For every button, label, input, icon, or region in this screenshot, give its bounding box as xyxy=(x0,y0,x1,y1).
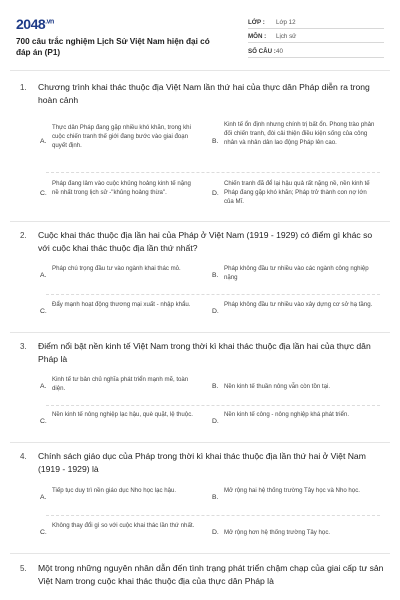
meta-value: Lịch sử xyxy=(276,33,297,40)
meta-row-subject xyxy=(248,29,384,44)
option-3d[interactable] xyxy=(212,411,380,433)
option-1a[interactable] xyxy=(40,124,200,164)
section-divider xyxy=(10,70,390,71)
option-4c[interactable] xyxy=(40,522,200,544)
option-text: Nền kinh tế thuần nông vẫn còn tồn tại. xyxy=(224,383,331,390)
option-letter: C. xyxy=(40,529,47,536)
option-4a[interactable] xyxy=(40,487,200,509)
option-letter: C. xyxy=(40,190,47,197)
question-number: 2. xyxy=(20,231,27,240)
meta-value: Lớp 12 xyxy=(276,18,296,26)
meta-row-count xyxy=(248,43,384,58)
question-number: 1. xyxy=(20,83,27,92)
option-letter: B. xyxy=(212,138,219,145)
option-letter: B. xyxy=(212,494,219,501)
option-1d[interactable] xyxy=(212,180,380,212)
option-letter: D. xyxy=(212,529,219,536)
question-text: Chương trình khai thác thuộc địa Việt Nam lần thứ hai của thực dân Pháp diễn ra trong hoàn cảnh xyxy=(38,82,370,105)
option-letter: C. xyxy=(40,418,47,425)
option-3c[interactable] xyxy=(40,411,200,433)
question-text: Chính sách giáo dục của Pháp trong thời kì khai thác thuộc địa lần thứ hai ở Việt Nam (1919 - 1929) là xyxy=(38,451,366,474)
option-text: Mở rộng hai hệ thống trường Tây học và Nho học. xyxy=(224,487,360,494)
site-logo[interactable] xyxy=(16,16,54,32)
question-number: 4. xyxy=(20,452,27,461)
option-letter: D. xyxy=(212,190,219,197)
option-2a[interactable] xyxy=(40,265,200,287)
section-divider xyxy=(10,553,390,554)
option-4d[interactable] xyxy=(212,522,380,544)
option-text: Tiếp tục duy trì nền giáo dục Nho học lạc hậu. xyxy=(52,487,177,494)
option-text: Nền kinh tế công - nông nghiệp khá phát triển. xyxy=(224,411,350,418)
question-text: Cuộc khai thác thuộc địa lần hai của Pháp ở Việt Nam (1919 - 1929) có điểm gì khác so với cuộc khai thác thuộc địa lần thứ nhất? xyxy=(38,230,373,253)
logo-sub: .vn xyxy=(45,18,54,26)
option-text: Pháp đang lâm vào cuộc khủng hoảng kinh tế nặng nề nhất trong lịch sử -"khủng hoảng thừa". xyxy=(52,180,191,196)
meta-key: MÔN : xyxy=(248,33,267,40)
logo-main: 2048 xyxy=(16,16,46,32)
option-3b[interactable] xyxy=(212,376,380,398)
option-letter: A. xyxy=(40,494,47,501)
meta-key: LỚP : xyxy=(248,18,265,26)
question-number: 3. xyxy=(20,342,27,351)
option-letter: B. xyxy=(212,383,219,390)
option-3a[interactable] xyxy=(40,376,200,398)
section-divider xyxy=(10,332,390,333)
document-title: 700 câu trắc nghiệm Lịch Sử Việt Nam hiện đại có đáp án (P1) xyxy=(16,37,210,57)
option-letter: A. xyxy=(40,383,47,390)
option-text: Pháp chú trọng đầu tư vào ngành khai thác mỏ. xyxy=(52,265,181,272)
option-text: Không thay đổi gì so với cuộc khai thác lần thứ nhất. xyxy=(52,522,195,529)
meta-row-class xyxy=(248,14,384,29)
section-divider xyxy=(10,221,390,222)
option-text: Kinh tế tư bản chủ nghĩa phát triển mạnh mẽ, toàn diện. xyxy=(52,376,189,392)
meta-value: 40 xyxy=(276,47,283,55)
option-text: Kinh tế ổn định nhưng chính trị bất ổn. Phong trào phản đối chiến tranh, đòi cải thiện điều kiện sống của công nhân và nhân dân lao động Pháp lên cao. xyxy=(224,121,375,146)
question-text: Điểm nổi bật nền kinh tế Việt Nam trong thời kì khai thác thuộc địa lần hai của thực dân Pháp là xyxy=(38,341,371,364)
option-letter: C. xyxy=(40,308,47,315)
question-text: Một trong những nguyên nhân dẫn đến tình trạng phát triển chậm chạp của giai cấp tư sản Việt Nam trong cuộc khai thác thuộc địa của thực dân Pháp là xyxy=(38,563,384,586)
option-text: Chiến tranh đã để lại hậu quả rất nặng nề, nền kinh tế Pháp đang gặp khó khăn; Pháp trở thành con nợ lớn của Mĩ. xyxy=(224,180,370,205)
option-text: Pháp không đầu tư nhiều vào các ngành công nghiệp nặng xyxy=(224,265,369,281)
option-text: Đẩy mạnh hoạt động thương mại xuất - nhập khẩu. xyxy=(52,301,191,308)
question-number: 5. xyxy=(20,564,27,573)
option-separator xyxy=(46,172,380,173)
option-letter: B. xyxy=(212,272,219,279)
document-header xyxy=(16,14,384,62)
option-text: Pháp không đầu tư nhiều vào xây dựng cơ sở hạ tầng. xyxy=(224,301,373,308)
option-letter: D. xyxy=(212,308,219,315)
option-4b[interactable] xyxy=(212,487,380,509)
option-separator xyxy=(46,515,380,516)
option-letter: D. xyxy=(212,418,219,425)
option-letter: A. xyxy=(40,272,47,279)
option-text: Mở rộng hơn hệ thống trường Tây học. xyxy=(224,529,331,536)
option-text: Thực dân Pháp đang gặp nhiều khó khăn, trong khi cuộc chiến tranh thế giới đang bước vào giai đoạn quyết định. xyxy=(52,124,191,149)
option-1b[interactable] xyxy=(212,121,380,164)
option-2b[interactable] xyxy=(212,265,380,287)
meta-key: SỐ CÂU : xyxy=(248,47,276,55)
option-separator xyxy=(46,405,380,406)
option-letter: A. xyxy=(40,138,47,145)
meta-table xyxy=(248,14,384,58)
option-1c[interactable] xyxy=(40,180,200,212)
section-divider xyxy=(10,442,390,443)
option-2d[interactable] xyxy=(212,301,380,323)
option-separator xyxy=(46,294,380,295)
option-2c[interactable] xyxy=(40,301,200,323)
option-text: Nền kinh tế nông nghiệp lạc hậu, què quặt, lệ thuộc. xyxy=(52,411,193,418)
